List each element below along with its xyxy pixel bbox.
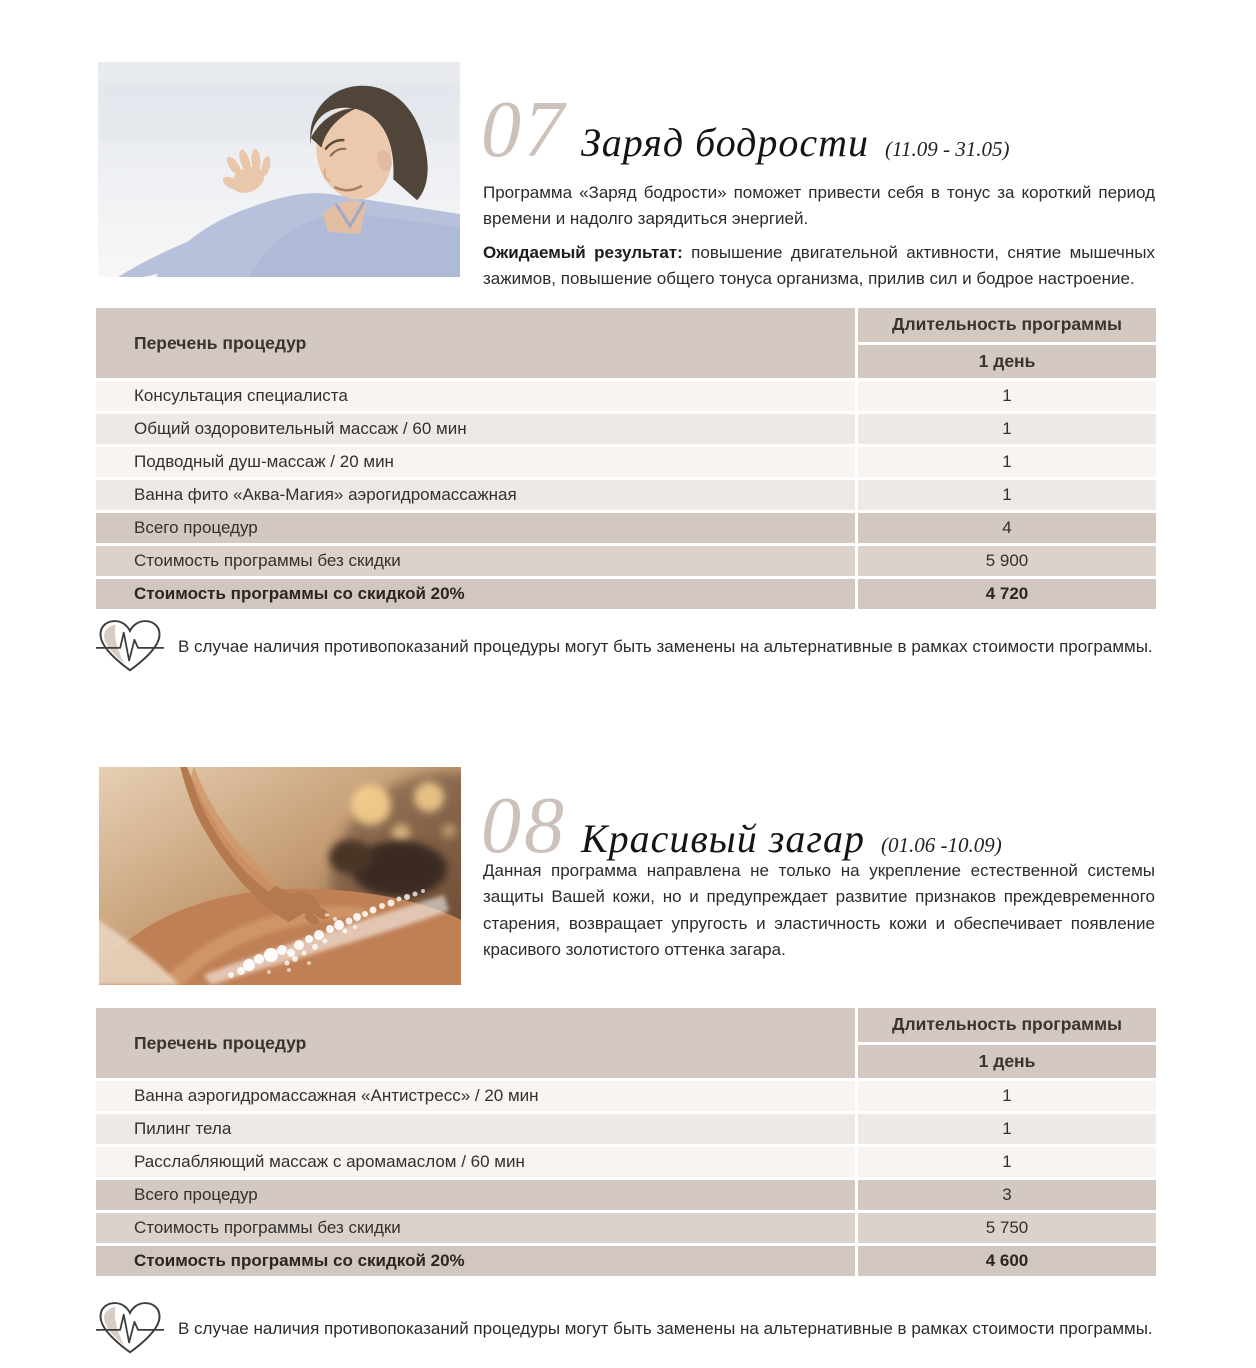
procedure-count: 1: [858, 1081, 1156, 1111]
total-value: 3: [858, 1180, 1156, 1210]
section-07-result: [483, 240, 1155, 293]
procedures-table-07: [96, 308, 1156, 609]
note-07: [96, 616, 1172, 678]
result-label: Ожидаемый результат:: [483, 243, 683, 262]
duration-header-cell: Длительность программы: [858, 1008, 1156, 1042]
section-08-intro: [483, 858, 1155, 963]
procedure-count: 1: [858, 414, 1156, 444]
discount-price-label: Стоимость программы со скидкой 20%: [96, 579, 855, 609]
procedure-name: Консультация специалиста: [96, 381, 855, 411]
table-row-discount-price: [96, 1246, 1156, 1276]
procedure-count: 1: [858, 1147, 1156, 1177]
procedure-count: 1: [858, 480, 1156, 510]
table-row-total-procedures: [96, 513, 1156, 543]
section-title: Заряд бодрости: [581, 120, 870, 165]
section-dates: (01.06 -10.09): [880, 833, 1002, 857]
total-value: 4: [858, 513, 1156, 543]
photo-man-arms-outstretched: [98, 62, 460, 277]
photo-salt-scrub-illustration: [99, 767, 461, 985]
result-text: повышение двигательной активности, снятие мышечных зажимов, повышение общего тонуса организма, прилив сил и бодрое настроение.: [483, 243, 1155, 289]
discount-price-value: 4 720: [858, 579, 1156, 609]
procedure-count: 1: [858, 447, 1156, 477]
procedure-name: Ванна фито «Аква-Магия» аэрогидромассажная: [96, 480, 855, 510]
price-label: Стоимость программы без скидки: [96, 1213, 855, 1243]
table-header: [96, 1008, 1156, 1078]
total-label: Всего процедур: [96, 1180, 855, 1210]
table-header: [96, 308, 1156, 378]
table-row: [96, 1114, 1156, 1144]
procedures-table-08: [96, 1008, 1156, 1276]
table-row: [96, 414, 1156, 444]
note-08: [96, 1298, 1172, 1360]
section-08-header: [481, 782, 1002, 870]
duration-header-group: [858, 308, 1156, 378]
photo-man-illustration: [98, 62, 460, 277]
note-text: В случае наличия противопоказаний процедуры могут быть заменены на альтернативные в рамках стоимости программы.: [178, 637, 1153, 656]
intro-text: Программа «Заряд бодрости» поможет привести себя в тонус за короткий период времени и надолго зарядиться энергией.: [483, 183, 1155, 229]
procedure-name: Расслабляющий массаж с аромамаслом / 60 мин: [96, 1147, 855, 1177]
procedure-name: Пилинг тела: [96, 1114, 855, 1144]
note-text: В случае наличия противопоказаний процедуры могут быть заменены на альтернативные в рамках стоимости программы.: [178, 1319, 1153, 1338]
heart-pulse-icon: [96, 1298, 164, 1360]
price-value: 5 900: [858, 546, 1156, 576]
duration-subheader-cell: 1 день: [858, 345, 1156, 379]
procedures-header-cell: Перечень процедур: [96, 1008, 855, 1078]
procedure-name: Общий оздоровительный массаж / 60 мин: [96, 414, 855, 444]
heart-pulse-icon: [96, 616, 164, 678]
table-row-price: [96, 1213, 1156, 1243]
section-number: 08: [481, 782, 567, 870]
price-label: Стоимость программы без скидки: [96, 546, 855, 576]
total-label: Всего процедур: [96, 513, 855, 543]
table-row: [96, 447, 1156, 477]
table-row-price: [96, 546, 1156, 576]
section-07-header: [481, 86, 1010, 174]
table-row-total-procedures: [96, 1180, 1156, 1210]
intro-text: Данная программа направлена не только на укрепление естественной системы защиты Вашей кожи, но и предупреждает развитие признаков преждевременного старения, возвращает упругость и эластичность кожи и обеспечивает появление красивого золотистого оттенка загара.: [483, 861, 1155, 960]
procedure-name: Ванна аэрогидромассажная «Антистресс» / 20 мин: [96, 1081, 855, 1111]
section-number: 07: [481, 86, 567, 174]
procedure-name: Подводный душ-массаж / 20 мин: [96, 447, 855, 477]
procedure-count: 1: [858, 381, 1156, 411]
table-row: [96, 1147, 1156, 1177]
duration-subheader-cell: 1 день: [858, 1045, 1156, 1079]
section-title: Красивый загар: [581, 816, 865, 861]
table-row: [96, 381, 1156, 411]
procedure-count: 1: [858, 1114, 1156, 1144]
discount-price-label: Стоимость программы со скидкой 20%: [96, 1246, 855, 1276]
procedures-header-cell: Перечень процедур: [96, 308, 855, 378]
table-row-discount-price: [96, 579, 1156, 609]
discount-price-value: 4 600: [858, 1246, 1156, 1276]
duration-header-cell: Длительность программы: [858, 308, 1156, 342]
duration-header-group: [858, 1008, 1156, 1078]
table-row: [96, 1081, 1156, 1111]
photo-salt-scrub-massage: [99, 767, 461, 985]
table-row: [96, 480, 1156, 510]
price-value: 5 750: [858, 1213, 1156, 1243]
section-dates: (11.09 - 31.05): [885, 137, 1010, 161]
section-07-intro: [483, 180, 1155, 233]
